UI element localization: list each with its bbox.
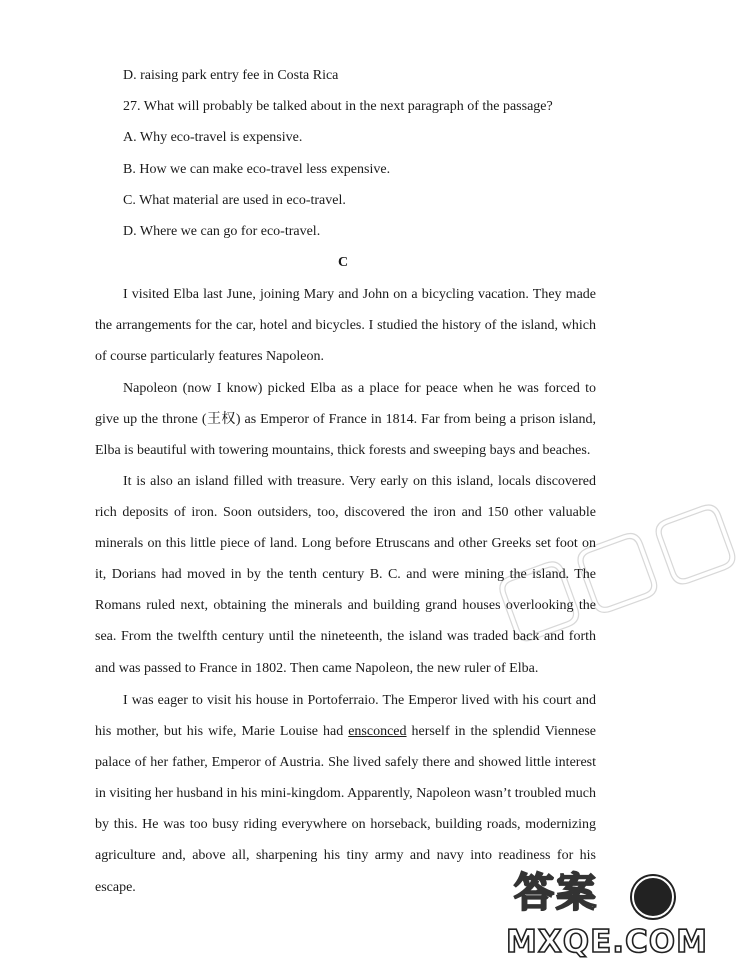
q27-option-c: C. What material are used in eco-travel. [123, 193, 346, 208]
paragraph-1: I visited Elba last June, joining Mary and John on a bicycling vacation. They made the arrangements for the car, hotel and bicycles. I studied the history of the island, which of course particularly features Napoleon. [95, 287, 596, 365]
paragraph-3: It is also an island filled with treasure. Very early on this island, locals discovered rich deposits of iron. Soon outsiders, too, discovered the iron and 150 other valuable minerals on this little piece of land. Long before Etruscans and other Greeks set foot on it, Dorians had moved in by the tenth century B. C. and were mining the island. The Romans ruled next, obtaining the minerals and building grand houses overlooking the sea. From the twelfth century until the nineteenth, the island was traded back and forth and was passed to France in 1802. Then came Napoleon, the new ruler of Elba. [95, 474, 596, 676]
underlined-word: ensconced [348, 724, 407, 740]
q27-stem: 27. What will probably be talked about in the next paragraph of the passage? [123, 99, 553, 114]
q26-option-d: D. raising park entry fee in Costa Rica [123, 68, 339, 83]
watermark-circle-icon [632, 876, 674, 918]
paragraph-4-part-2: herself in the splendid Viennese palace of her father, Emperor of Austria. She lived safely there and showed little interest in visiting her husband in his mini-kingdom. Apparently, Napoleon wasn’t troubled much by this. He was too busy riding everywhere on horseback, building roads, modernizing agriculture and, above all, sharpening his tiny army and navy into readiness for his escape. [95, 724, 597, 895]
watermark-logo-bottom: MXQE.COM [506, 924, 709, 960]
q27-option-b: B. How we can make eco-travel less expensive. [123, 162, 391, 177]
q27-option-a: A. Why eco-travel is expensive. [123, 130, 303, 145]
q27-option-d: D. Where we can go for eco-travel. [123, 224, 321, 239]
paragraph-4-part-1: I was eager to visit his house in Portoferraio. The Emperor lived with his court and his mother, but his wife, Marie Louise had [95, 693, 596, 740]
watermark-logo [504, 868, 709, 966]
watermark-faint-text: ▢▢▢ [480, 474, 750, 657]
watermark-logo-top: 答案 [514, 870, 598, 916]
paragraph-2: Napoleon (now I know) picked Elba as a place for peace when he was forced to give up the throne (王权) as Emperor of France in 1814. Far from being a prison island, Elba is beautiful with towering mountains, thick forests and sweeping bays and beaches. [95, 381, 596, 459]
section-heading: C [338, 255, 349, 270]
